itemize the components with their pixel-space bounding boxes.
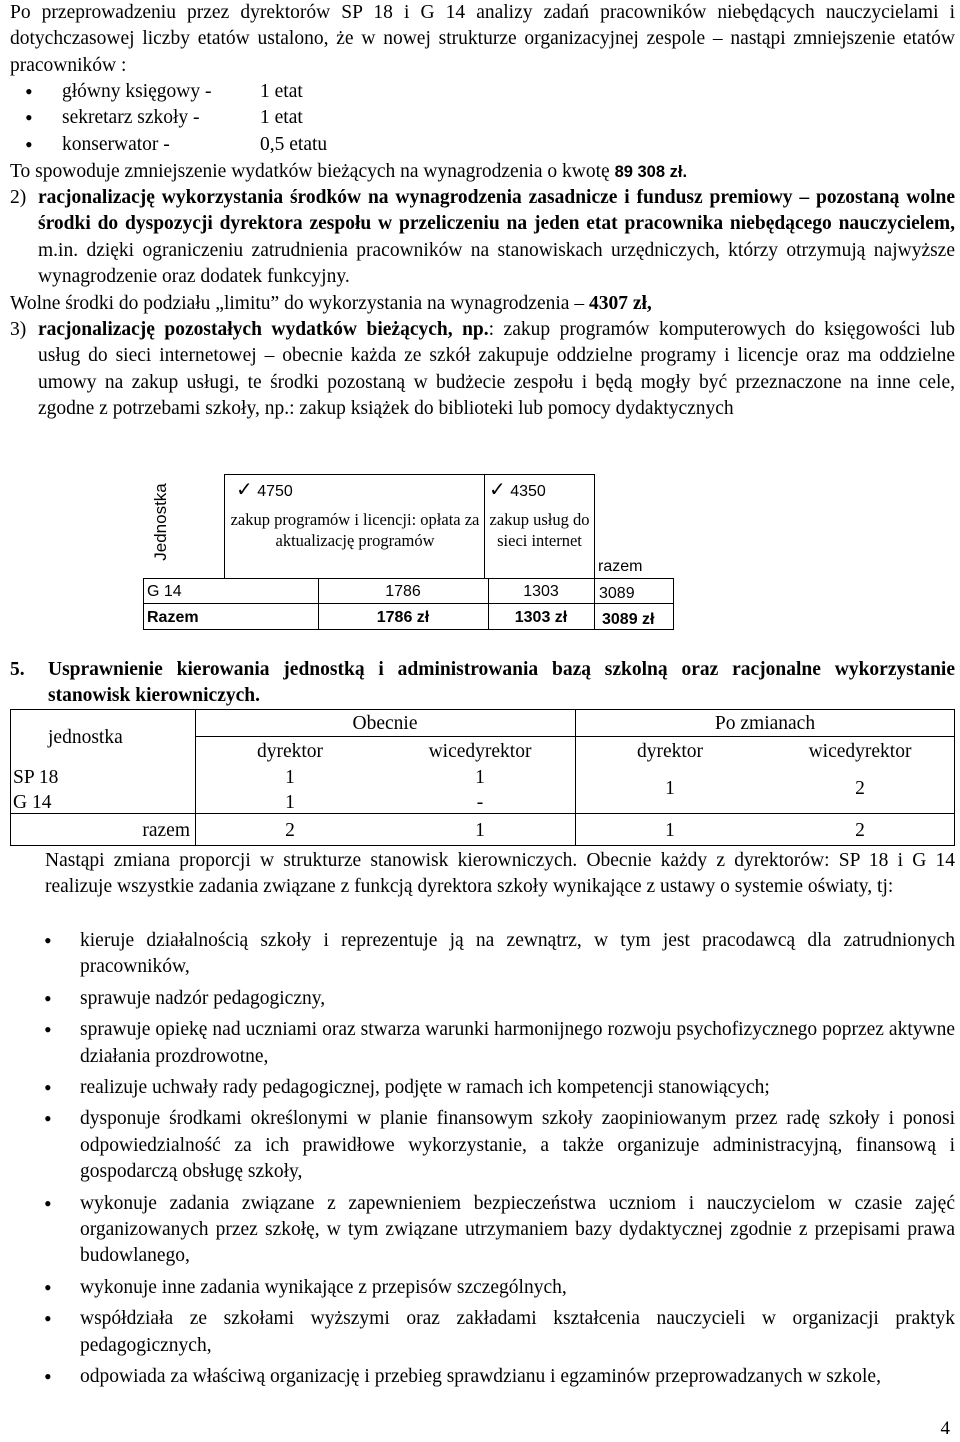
vice-header: wicedyrektor [808,741,912,762]
row-label: Razem [147,609,199,626]
cell: 1786 zł [376,609,430,626]
savings-amount: 89 308 zł. [614,163,688,181]
row-label: G 14 [13,792,52,813]
list-item: • wykonuje inne zadania wynikające z przepisów szczególnych, [10,1275,955,1301]
cell: - [476,792,484,813]
duties-list [10,928,955,1391]
cell: 3089 zł [602,611,655,628]
col2-desc: zakup usług do sieci internet [489,510,590,550]
list-item: • konserwator - 0,5 etatu [10,132,710,158]
leadership-table [10,709,955,846]
cell: 1786 [385,583,421,600]
list-item: • główny księgowy - 1 etat [10,79,710,105]
cell: 1303 zł [514,609,568,626]
list-item: • wykonuje zadania związane z zapewnieniem bezpieczeństwa uczniom i nauczycielom w czasie zajęć organizowanych przez szkołę, w tym związane utrzymaniem bazy dydaktycznej zgodnie z przepisami prawa budowlanego, [10,1191,955,1270]
free-funds-line: Wolne środki do podziału „limitu” do wykorzystania na wynagrodzenia – 4307 zł, [10,293,652,314]
total-label: razem [142,820,190,841]
unit-header: jednostka [48,727,123,748]
list-item: • kieruje działalnością szkoły i reprezentuje ją na zewnątrz, w tym jest pracodawcą dla zatrudnionych pracowników, [10,928,955,981]
cell: 1 [475,820,485,841]
cell: 2 [285,820,295,841]
change-paragraph: Nastąpi zmiana proporcji w strukturze stanowisk kierowniczych. Obecnie każdy z dyrektorów: SP 18 i G 14 realizuje wszystkie zadania związane z funkcją dyrektora szkoły wynikające z ustawy o systemie oświaty, tj: [45,850,955,898]
after-header: Po zmianach [714,713,816,734]
col1-desc: zakup programów i licencji: opłata za aktualizację programów [230,510,480,550]
cost-table [133,474,678,634]
list-item: • współdziała ze szkołami wyższymi oraz zakładami kształcenia nauczycieli w organizacji praktyk pedagogicznych, [10,1306,955,1359]
cell: 3089 [599,585,635,602]
cell: 1 [285,792,295,813]
col3-header: razem [598,558,643,575]
vertical-label: Jednostka [151,483,170,561]
cell: 1 [665,778,675,799]
staff-list [10,79,710,158]
item-2: 2) racjonalizację wykorzystania środków na wynagrodzenia zasadnicze i fundusz premiowy – pozostaną wolne środki do dyspozycji dyrektora zespołu w przeliczeniu na jeden etat pracownika niebędącego nauczycielem, m.in. dzięki ograniczeniu zatrudnienia pracowników na stanowiskach urzędniczych, którzy otrzymują najwyższe wynagrodzenie oraz dodatek funkcyjny. [10,187,955,288]
item-3: 3) racjonalizację pozostałych wydatków bieżących, np.: zakup programów komputerowych do księgowości lub usług do sieci internetowej – obecnie każda ze szkół zakupuje oddzielne programy i licencje oraz ma oddzielne umowy na zakup usługi, te środki pozostaną w budżecie zespołu i będą mogły być przeznaczone na inne cele, zgodne z potrzebami szkoły, np.: zakup książek do biblioteki lub pomocy dydaktycznych [10,319,955,420]
vice-header: wicedyrektor [428,741,532,762]
cell: 2 [855,820,865,841]
cell: 2 [855,778,865,799]
list-item: • sprawuje opiekę nad uczniami oraz stwarza warunki harmonijnego rozwoju psychofizycznego poprzez aktywne działania prozdrowotne, [10,1017,955,1070]
section-5-heading: 5. Usprawnienie kierowania jednostką i administrowania bazą szkolną oraz racjonalne wykorzystanie stanowisk kierowniczych. [10,659,955,707]
director-header: dyrektor [256,741,324,762]
col2-amount: ✓ 4350 [489,479,546,501]
savings-line: To spowoduje zmniejszenie wydatków bieżących na wynagrodzenia o kwotę 89 308 zł. [10,161,688,182]
now-header: Obecnie [352,713,418,734]
list-item: • sekretarz szkoły - 1 etat [10,105,710,131]
cell: 1 [665,820,675,841]
cell: 1303 [523,583,559,600]
cell: 1 [475,767,485,788]
list-item: • sprawuje nadzór pedagogiczny, [10,986,955,1012]
list-item: • realizuje uchwały rady pedagogicznej, podjęte w ramach ich kompetencji stanowiących; [10,1075,955,1101]
row-label: SP 18 [13,767,59,788]
list-item: • odpowiada za właściwą organizację i przebieg sprawdzianu i egzaminów przeprowadzanych w szkole, [10,1364,955,1390]
director-header: dyrektor [636,741,704,762]
cell: 1 [285,767,295,788]
col1-amount: ✓ 4750 [236,479,293,501]
page-number: 4 [940,1418,950,1439]
intro-paragraph: Po przeprowadzeniu przez dyrektorów SP 18 i G 14 analizy zadań pracowników niebędących nauczycielami i dotychczasowej liczby etatów ustalono, że w nowej strukturze organizacyjnej zespole – nastąpi zmniejszenie etatów pracowników : [10,2,955,76]
row-label: G 14 [147,583,182,600]
list-item: • dysponuje środkami określonymi w planie finansowym szkoły zaopiniowanym przez radę szkoły i ponosi odpowiedzialność za ich prawidłowe wykorzystanie, a także organizuje administracyjną, finansową i gospodarczą obsługę szkoły, [10,1106,955,1185]
